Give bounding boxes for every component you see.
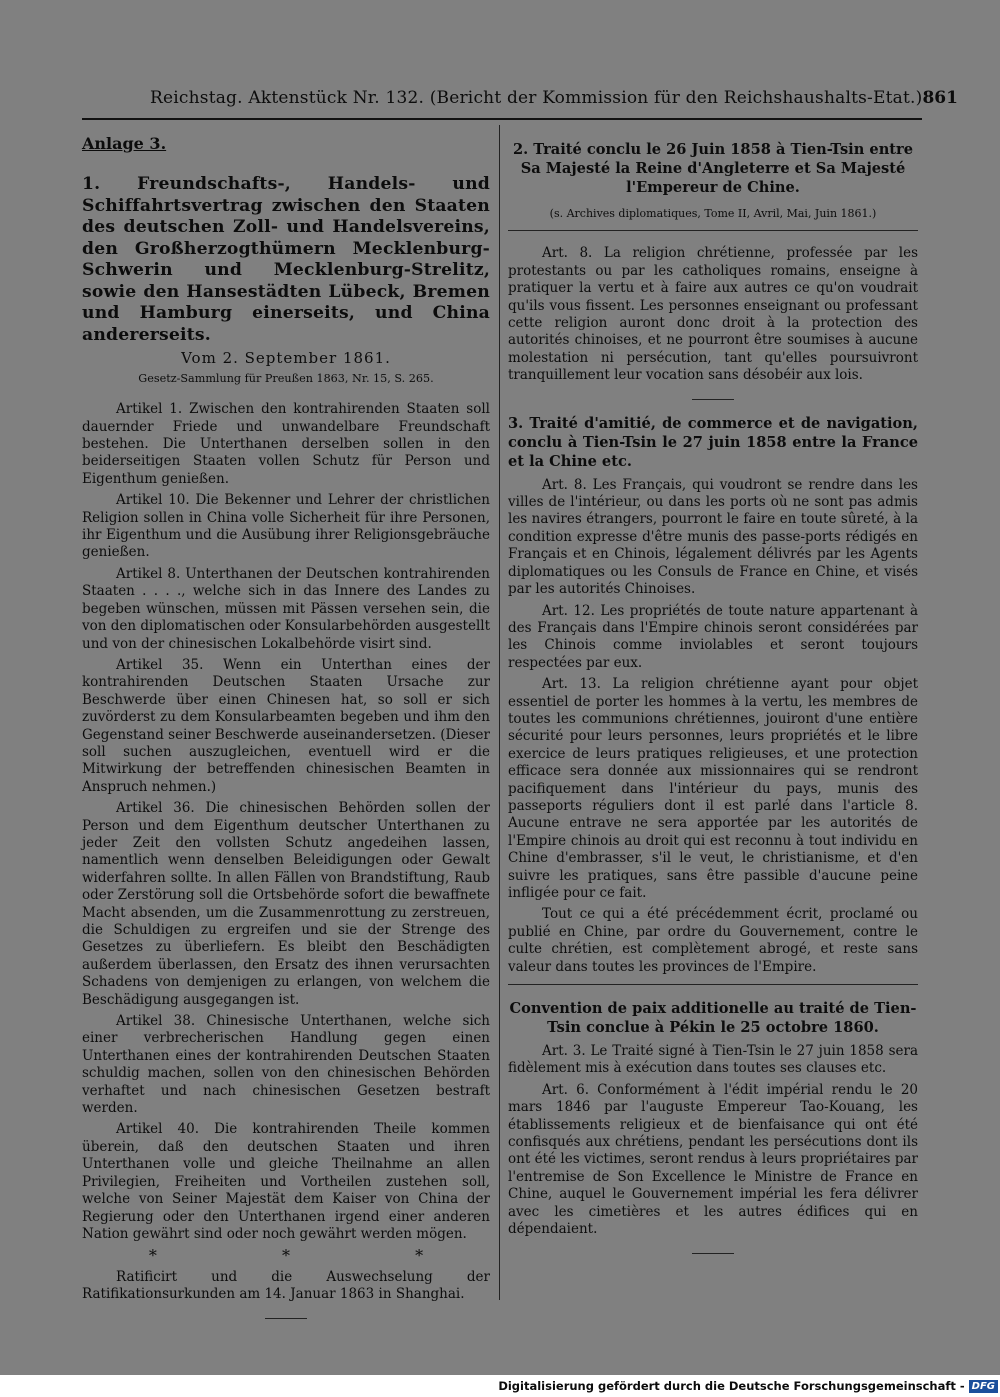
- treaty-date: Vom 2. September 1861.: [181, 349, 391, 368]
- end-rule: [692, 1253, 734, 1254]
- section-rule: [692, 399, 734, 400]
- article-paragraph: Artikel 40. Die kontrahirenden Theile kommen überein, daß den deutschen Staaten und ihren Unterthanen volle und gleiche Theilnahme an allen Privilegien, Freiheiten und Vortheilen zustehen soll, welche von Seiner Majestät dem Kaiser von China der Regierung oder den Unterthanen irgend einer anderen Nation gewährt sind oder noch gewährt werden mögen.: [82, 1121, 490, 1242]
- section-4-title: Convention de paix additionelle au traité de Tien-Tsin conclue à Pékin le 25 octobre 1860.: [509, 1000, 917, 1037]
- ratification-note: Ratificirt und die Auswechselung der Ratifikationsurkunden am 14. Januar 1863 in Shanghai.: [82, 1268, 490, 1303]
- header-rule: [82, 118, 922, 120]
- left-column: [82, 135, 490, 1333]
- annex-label: Anlage 3.: [82, 134, 167, 153]
- article-paragraph: Art. 8. La religion chrétienne, professée par les protestants ou par les catholiques romains, enseigne à pratiquer la vertu et à faire aux autres ce qu'on voudrait qu'ils vous fissent. Les personnes enseignant ou professant cette religion auront donc droit à la protection des autorités chinoises, et ne pourront être soumises à aucune molestation ni persécution, tant qu'elles poursuivront tranquillement leur vocation sans désobéir aux lois.: [508, 245, 918, 384]
- treaty-source: Gesetz-Sammlung für Preußen 1863, Nr. 15, S. 265.: [138, 371, 434, 385]
- digitization-footer: [0, 1375, 1000, 1397]
- right-column: [508, 140, 918, 1268]
- page-header: [150, 88, 958, 116]
- article-paragraph: Art. 6. Conformément à l'édit impérial rendu le 20 mars 1846 par l'auguste Empereur Tao-Kouang, les établissements religieux et de bienfaisance qui ont été confisqués aux chrétiens, pendant les persécutions dont ils ont été les victimes, seront rendus à leurs propriétaires par l'entremise de Son Excellence le Ministre de France en Chine, auquel le Gouvernement impérial les fera délivrer avec les cimetières et les autres édifices qui en dépendaient.: [508, 1081, 918, 1238]
- section-2-title: 2. Traité conclu le 26 Juin 1858 à Tien-Tsin entre Sa Majesté la Reine d'Angleterre et Sa Majesté l'Empereur de Chine.: [512, 141, 914, 196]
- column-divider: [499, 125, 500, 1300]
- section-stars: * * *: [148, 1246, 484, 1266]
- section-rule: [508, 984, 918, 985]
- page-number: 861: [922, 88, 958, 108]
- article-paragraph: Artikel 36. Die chinesischen Behörden sollen der Person und dem Eigenthum deutscher Unterthanen zu jeder Zeit den vollsten Schutz angedeihen lassen, namentlich wenn denselben Beleidigungen oder Gewalt widerfahren sollte. In allen Fällen von Brandstiftung, Raub oder Zerstörung soll die Ortsbehörde sofort die bewaffnete Macht absenden, um die Zusammenrottung zu zerstreuen, die Schuldigen zu ergreifen und sie der Strenge des Gesetzes zu überliefern. Es bleibt den Beschädigten außerdem überlassen, den Ersatz des ihnen verursachten Schadens von demjenigen zu erlangen, von welchem die Beschädigung ausgegangen ist.: [82, 800, 490, 1008]
- article-paragraph: Artikel 35. Wenn ein Unterthan eines der kontrahirenden Deutschen Staaten Ursache zur Beschwerde über einen Chinesen hat, so soll er sich zuvörderst zu dem Konsularbeamten begeben und ihm den Gegenstand seiner Beschwerde auseinandersetzen. (Dieser soll suchen auszugleichen, eventuell wird er die Mitwirkung der betreffenden chinesischen Beamten in Anspruch nehmen.): [82, 656, 490, 795]
- article-paragraph: Artikel 10. Die Bekenner und Lehrer der christlichen Religion sollen in China volle Sicherheit für ihre Personen, ihr Eigenthum und die Ausübung ihrer Religionsgebräuche genießen.: [82, 492, 490, 561]
- section-2-source: (s. Archives diplomatiques, Tome II, Avril, Mai, Juin 1861.): [549, 207, 877, 220]
- article-paragraph: Artikel 8. Unterthanen der Deutschen kontrahirenden Staaten . . . ., welche sich in das Innere des Landes zu begeben wünschen, müssen mit Pässen versehen sein, die von den diplomatischen oder Konsularbehörden ausgestellt und von der chinesischen Lokalbehörde visirt sind.: [82, 565, 490, 652]
- article-paragraph: Artikel 1. Zwischen den kontrahirenden Staaten soll dauernder Friede und unwandelbare Freundschaft bestehen. Die Unterthanen derselben sollen in den beiderseitigen Staaten vollen Schutz für Person und Eigenthum genießen.: [82, 401, 490, 487]
- header-title: Reichstag. Aktenstück Nr. 132. (Bericht der Kommission für den Reichshaushalts-Etat.): [150, 88, 923, 108]
- article-paragraph: Artikel 38. Chinesische Unterthanen, welche sich einer verbrecherischen Handlung gegen einen Unterthanen eines der kontrahirenden Deutschen Staaten schuldig machen, sollen von den chinesischen Behörden verhaftet und nach chinesischen Gesetzen bestraft werden.: [82, 1013, 490, 1117]
- section-rule: [508, 230, 918, 231]
- article-paragraph: Art. 8. Les Français, qui voudront se rendre dans les villes de l'intérieur, ou dans les ports où ne sont pas admis les navires étrangers, pourront le faire en toute sûreté, à la condition expresse d'être munis des passe-ports rédigés en Français et en Chinois, légalement délivrés par les Agents diplomatiques ou les Consuls de France en Chine, et visés par les autorités Chinoises.: [508, 476, 918, 598]
- end-rule: [265, 1318, 307, 1319]
- article-paragraph: Tout ce qui a été précédemment écrit, proclamé ou publié en Chine, par ordre du Gouvernement, contre le culte chrétien, est complètement abrogé, et reste sans valeur dans toutes les provinces de l'Empire.: [508, 906, 918, 975]
- article-paragraph: Art. 12. Les propriétés de toute nature appartenant à des Français dans l'Empire chinois seront considérées par les Chinois comme inviolables et seront toujours respectées par eux.: [508, 602, 918, 671]
- treaty-title: 1. Freundschafts-, Handels- und Schiffahrtsvertrag zwischen den Staaten des deutschen Zoll- und Handelsvereins, den Großherzogthümern Mecklenburg-Schwerin und Mecklenburg-Strelitz, sowie den Hansestädten Lübeck, Bremen und Hamburg einerseits, und China andererseits.: [82, 174, 490, 345]
- footer-credit: Digitalisierung gefördert durch die Deutsche Forschungsgemeinschaft -: [498, 1379, 965, 1393]
- article-paragraph: Art. 3. Le Traité signé à Tien-Tsin le 27 juin 1858 sera fidèlement mis à exécution dans toutes ses clauses etc.: [508, 1043, 918, 1077]
- section-3-title: 3. Traité d'amitié, de commerce et de navigation, conclu à Tien-Tsin le 27 juin 1858 entre la France et la Chine etc.: [508, 414, 918, 470]
- dfg-logo: DFG: [969, 1380, 998, 1393]
- article-paragraph: Art. 13. La religion chrétienne ayant pour objet essentiel de porter les hommes à la vertu, les membres de toutes les communions chrétiennes, jouiront d'une entière sécurité pour leurs personnes, leurs propriétés et le libre exercice de leurs pratiques religieuses, et une protection efficace sera donnée aux missionnaires qui se rendront pacifiquement dans l'intérieur du pays, munis des passeports réguliers dont il est parlé dans l'article 8. Aucune entrave ne sera apportée par les autorités de l'Empire chinois au droit qui est reconnu à tout individu en Chine d'embrasser, s'il le veut, le christianisme, et d'en suivre les pratiques, sans être passible d'aucune peine infligée pour ce fait.: [508, 676, 918, 901]
